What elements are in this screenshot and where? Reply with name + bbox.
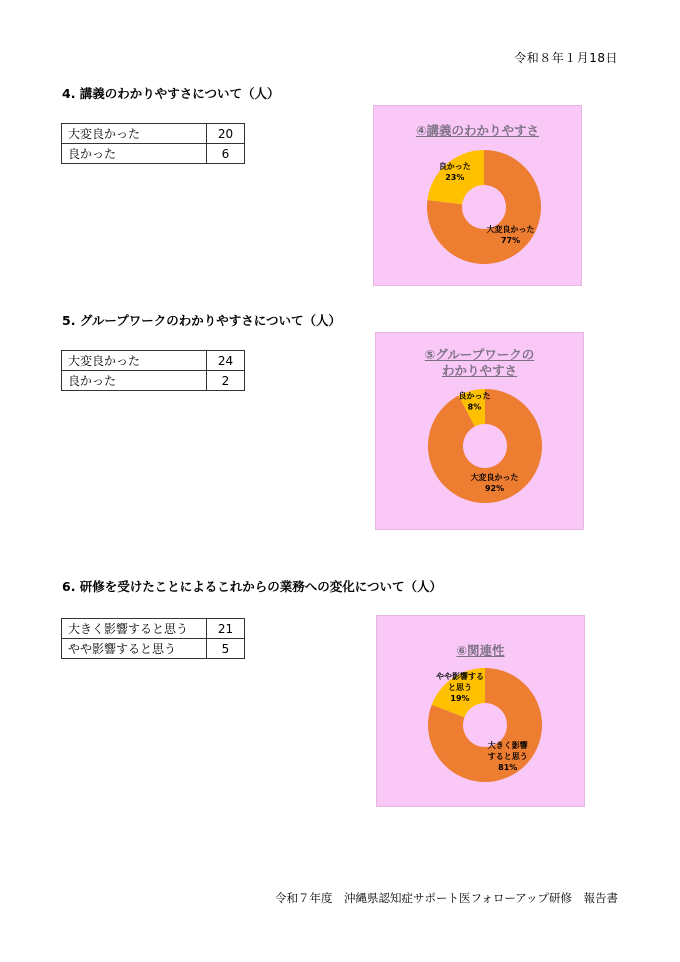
row-value: 24 <box>207 351 245 371</box>
row-value: 5 <box>207 639 245 659</box>
table-row <box>62 619 245 639</box>
row-value: 6 <box>207 144 245 164</box>
groupwork-count-table <box>61 350 245 391</box>
chart-title-line: ⑥関連性 <box>456 643 505 658</box>
slice-percent: 19% <box>450 693 470 703</box>
row-label: 良かった <box>62 371 207 391</box>
donut-chart <box>377 616 586 808</box>
chart-title-line: ⑤グループワークの <box>424 347 535 362</box>
slice-category: 大変良かった <box>470 472 519 482</box>
row-label: やや影響すると思う <box>62 639 207 659</box>
table-row <box>62 351 245 371</box>
table-row <box>62 639 245 659</box>
section-title-relevance: 6. 研修を受けたことによるこれからの業務への変化について（人） <box>62 579 443 594</box>
section-title-groupwork: 5. グループワークのわかりやすさについて（人） <box>62 313 342 328</box>
table-row <box>62 144 245 164</box>
slice-percent: 77% <box>500 235 521 245</box>
slice-percent: 92% <box>484 483 505 493</box>
slice-category: と思う <box>448 682 473 692</box>
chart-lecture <box>373 105 582 286</box>
slice-category: 良かった <box>438 162 471 172</box>
donut-chart <box>374 106 583 287</box>
chart-title-line: わかりやすさ <box>441 363 517 378</box>
row-label: 大変良かった <box>62 124 207 144</box>
table-row <box>62 371 245 391</box>
section-title-lecture: 4. 講義のわかりやすさについて（人） <box>62 86 280 101</box>
row-value: 21 <box>207 619 245 639</box>
slice-category: 大きく影響 <box>487 740 528 750</box>
report-footer: 令和７年度 沖縄県認知症サポート医フォローアップ研修 報告書 <box>274 891 618 905</box>
slice-category: やや影響する <box>436 671 485 681</box>
relevance-count-table <box>61 618 245 659</box>
row-label: 良かった <box>62 144 207 164</box>
chart-relevance <box>376 615 585 807</box>
table-row <box>62 124 245 144</box>
lecture-count-table <box>61 123 245 164</box>
row-label: 大きく影響すると思う <box>62 619 207 639</box>
slice-percent: 81% <box>498 762 518 772</box>
donut-chart <box>376 333 585 531</box>
slice-percent: 23% <box>445 173 465 183</box>
row-value: 2 <box>207 371 245 391</box>
slice-percent: 8% <box>467 402 482 412</box>
chart-title-line: ④講義のわかりやすさ <box>415 123 540 138</box>
chart-groupwork <box>375 332 584 530</box>
row-value: 20 <box>207 124 245 144</box>
slice-category: 良かった <box>458 391 491 401</box>
report-date: 令和８年１月18日 <box>514 51 618 65</box>
slice-category: 大変良かった <box>486 224 535 234</box>
slice-category: すると思う <box>487 751 528 761</box>
row-label: 大変良かった <box>62 351 207 371</box>
